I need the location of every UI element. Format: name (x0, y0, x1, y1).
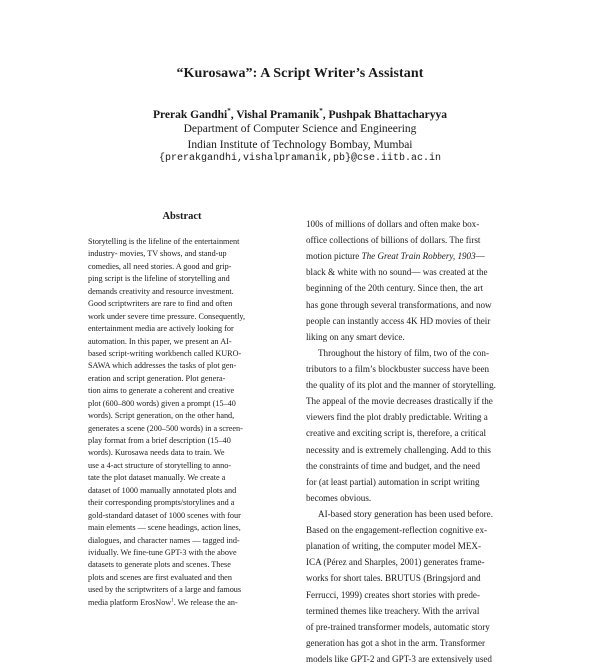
body-line-text: the quality of its plot and the manner of storytelling. (306, 380, 496, 391)
abstract-line (88, 547, 276, 559)
abstract-line-text: used by the scriptwriters of a large and famous (88, 585, 242, 595)
abstract-line (88, 311, 276, 323)
abstract-line (88, 410, 276, 422)
abstract-line-text: Good scriptwriters are rare to find and often (88, 299, 233, 309)
body-line (306, 522, 516, 538)
abstract-line-text: generates a scene (200–500 words) in a screen- (88, 423, 243, 433)
body-line-text: planation of writing, the computer model MEX- (306, 541, 482, 552)
abstract-line (88, 348, 276, 360)
abstract-line (88, 261, 276, 273)
body-line-text: The appeal of the movie decreases drastically if the (306, 396, 493, 407)
body-line (306, 554, 516, 570)
abstract-line (88, 398, 276, 410)
abstract-line-text: Storytelling is the lifeline of the entertainment (88, 237, 240, 246)
abstract-line-text: industry- movies, TV shows, and stand-up (88, 249, 227, 259)
body-line-text: Throughout the history of film, two of the con- (318, 347, 489, 358)
body-line (306, 248, 516, 264)
body-line-text: termined themes like treachery. With the arrival (306, 605, 480, 616)
abstract-line (88, 485, 276, 497)
body-line (306, 264, 516, 280)
affiliation-department: Department of Computer Science and Engineering (183, 123, 417, 135)
abstract-line-text: comedies, all need stories. A good and grip- (88, 261, 232, 271)
body-line (306, 409, 516, 425)
abstract-line (88, 435, 276, 447)
abstract-line (88, 572, 276, 584)
body-line (306, 458, 516, 474)
abstract-line (88, 559, 276, 571)
abstract-line (88, 385, 276, 397)
abstract-line-text: use a 4-act structure of storytelling to anno- (88, 460, 232, 470)
body-line-text: has gone through several transformations, and now (306, 299, 492, 310)
body-line (306, 216, 516, 232)
abstract-line-text: plot (600–800 words) given a prompt (15–40 (88, 398, 236, 408)
body-line-text: ICA (Pérez and Sharples, 2001) generates frame- (306, 557, 485, 568)
abstract-line-text: main elements — scene headings, action lines, (88, 523, 241, 533)
body-line (306, 538, 516, 554)
abstract-line-text: plots and scenes are first evaluated and then (88, 572, 232, 582)
author-name: Prerak Gandhi (152, 108, 228, 121)
abstract-line-text: tate the plot dataset manually. We create a (88, 473, 226, 483)
body-line-text: generation has got a shot in the arm. Transformer (306, 637, 486, 648)
body-line-text: 100s of millions of dollars and often make box- (306, 219, 480, 229)
body-line (306, 313, 516, 329)
body-line-text: liking on any smart device. (306, 331, 405, 342)
abstract-body (88, 236, 276, 609)
abstract-line (88, 584, 276, 596)
abstract-line-text: ping script is the lifeline of storytelling and (88, 274, 230, 284)
abstract-line-text: media platform ErosNow (88, 597, 172, 607)
abstract-line-text: play format from a brief description (15–40 (88, 436, 231, 445)
body-line (306, 232, 516, 248)
film-title-italic: The Great Train Robbery, 1903 (361, 251, 476, 262)
introduction-body (306, 216, 516, 667)
equal-contribution-mark: * (319, 107, 323, 115)
body-line-text: necessity and is extremely challenging. Add to this (306, 444, 491, 455)
abstract-line-text: based script-writing workbench called KURO- (88, 348, 242, 358)
abstract-line-text: demands creativity and resource investment. (88, 286, 234, 296)
abstract-line-text: dataset of 1000 manually annotated plots and (88, 485, 237, 495)
footnote-marker: 1 (171, 597, 174, 603)
body-line (306, 619, 516, 635)
body-line-after: — (475, 251, 485, 262)
author-name: Vishal Pramanik (236, 108, 320, 121)
body-line-text: office collections of billions of dollars. The first (306, 235, 481, 246)
body-line (306, 361, 516, 377)
author-emails: {prerakgandhi,vishalpramanik,pb}@cse.iitb.ac.in (158, 153, 442, 164)
equal-contribution-mark: * (227, 107, 231, 115)
abstract-line (88, 273, 276, 285)
paragraph-first-line (306, 506, 516, 522)
body-line-text: beginning of the 20th century. Since then, the art (306, 283, 484, 294)
body-line (306, 425, 516, 441)
abstract-line-text: SAWA which addresses the tasks of plot gen- (88, 361, 237, 371)
body-line (306, 393, 516, 409)
body-line (306, 329, 516, 345)
abstract-line (88, 373, 276, 385)
abstract-line (88, 286, 276, 298)
body-line-text: of pre-trained transformer models, automatic story (306, 621, 490, 632)
abstract-line-text: words). Kurosawa needs data to train. We (88, 448, 225, 458)
abstract-line-tail: . We release the an- (173, 597, 238, 607)
body-line-text: the constraints of time and budget, and the need (306, 460, 480, 471)
body-line-text: becomes obvious. (306, 492, 372, 503)
abstract-line-text: tion aims to generate a coherent and creative (88, 386, 235, 396)
abstract-line (88, 535, 276, 547)
abstract-line (88, 597, 276, 609)
body-line (306, 297, 516, 313)
paper-title: “Kurosawa”: A Script Writer’s Assistant (176, 66, 424, 81)
body-line-text: creative and exciting script is, therefore, a critical (306, 428, 487, 439)
author-separator: , (230, 108, 237, 121)
author-separator: , (322, 108, 329, 121)
abstract-line-text: gold-standard dataset of 1000 scenes with four (88, 510, 241, 520)
body-line-text: works for short tales. BRUTUS (Bringsjord and (306, 573, 481, 584)
body-line-text: models like GPT-2 and GPT-3 are extensively used (306, 653, 492, 664)
body-line (306, 490, 516, 506)
abstract-line (88, 460, 276, 472)
abstract-line-text: words). Script generation, on the other hand, (88, 411, 235, 421)
body-line (306, 474, 516, 490)
body-line-text: for (at least partial) automation in script writing (306, 476, 480, 487)
body-line-text: tributors to a film’s blockbuster success have been (306, 363, 490, 374)
abstract-line (88, 472, 276, 484)
abstract-line-text: their corresponding prompts/storylines and a (88, 498, 235, 508)
abstract-line (88, 423, 276, 435)
body-line (306, 570, 516, 586)
body-line (306, 651, 516, 667)
body-line-text: Ferrucci, 1999) creates short stories with prede- (306, 589, 480, 600)
paragraph-first-line (306, 345, 516, 361)
body-line-text: viewers find the plot drably predictable. Writing a (306, 412, 488, 423)
author-name: Pushpak Bhattacharyya (328, 108, 448, 121)
abstract-line (88, 323, 276, 335)
abstract-line-text: dialogues, and character names — tagged ind- (88, 535, 240, 545)
body-line (306, 442, 516, 458)
abstract-line (88, 298, 276, 310)
abstract-line (88, 236, 276, 248)
abstract-line-text: work under severe time pressure. Consequently, (88, 311, 246, 321)
body-line-text: Based on the engagement-reflection cognitive ex- (306, 525, 488, 536)
body-line (306, 377, 516, 393)
author-list (0, 107, 600, 121)
abstract-line-text: ividually. We fine-tune GPT-3 with the above (88, 547, 237, 557)
abstract-line (88, 360, 276, 372)
body-line-text: motion picture (306, 251, 362, 262)
body-line-text: people can instantly access 4K HD movies of their (306, 315, 491, 326)
abstract-line-text: eration and script generation. Plot genera- (88, 373, 226, 383)
abstract-line (88, 522, 276, 534)
abstract-line (88, 248, 276, 260)
abstract-line-text: automation. In this paper, we present an AI- (88, 336, 232, 346)
abstract-line (88, 510, 276, 522)
body-line-text: AI-based story generation has been used before. (318, 508, 493, 519)
body-line (306, 635, 516, 651)
body-line (306, 587, 516, 603)
abstract-heading: Abstract (162, 211, 202, 222)
abstract-line (88, 497, 276, 509)
body-line-text: black & white with no sound— was created at the (306, 267, 488, 278)
affiliation-institute: Indian Institute of Technology Bombay, Mumbai (187, 139, 413, 151)
abstract-line (88, 336, 276, 348)
abstract-line (88, 447, 276, 459)
body-line (306, 280, 516, 296)
abstract-line-text: entertainment media are actively looking for (88, 324, 234, 334)
body-line (306, 603, 516, 619)
abstract-line-text: datasets to generate plots and scenes. These (88, 560, 231, 570)
